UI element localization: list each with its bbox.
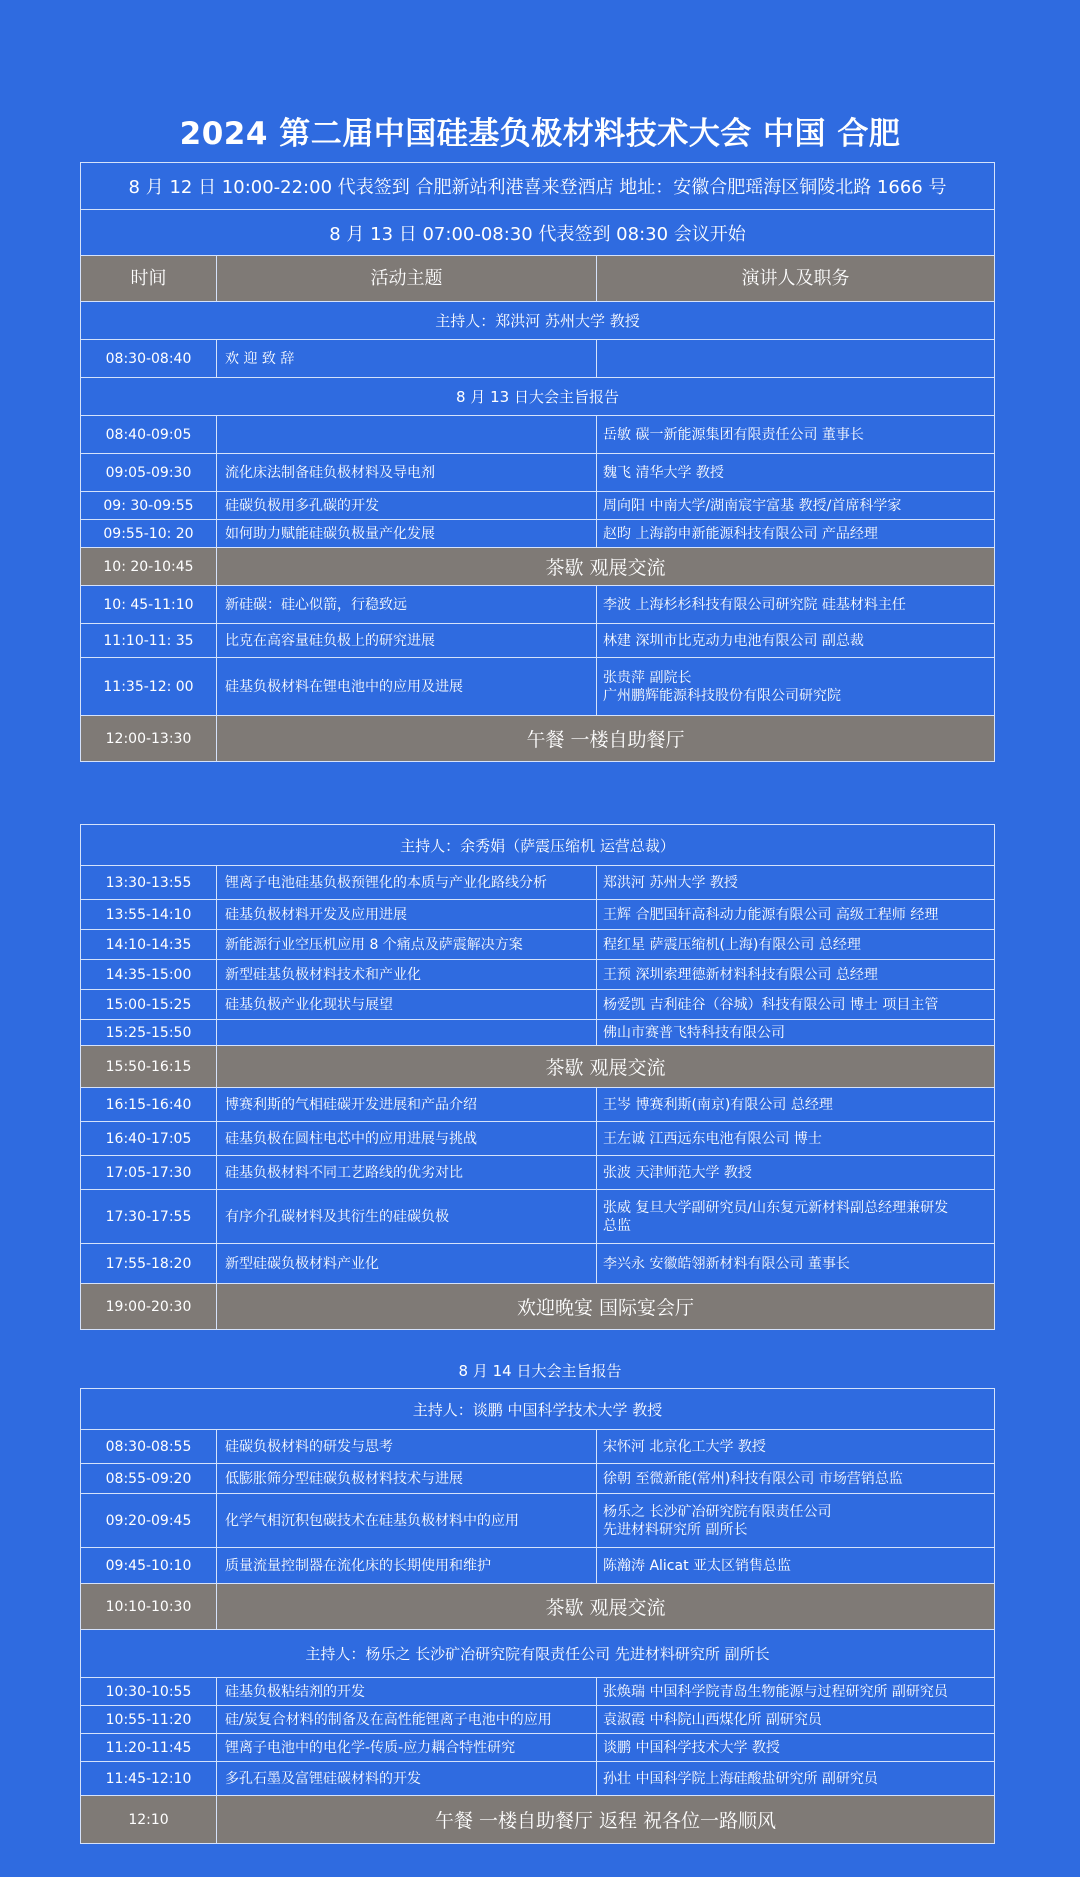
speaker-line: 王岑 博赛利斯(南京)有限公司 总经理 [603,1096,833,1113]
speaker-line: 程红星 萨震压缩机(上海)有限公司 总经理 [603,936,861,953]
topic-cell: 硅基负极在圆柱电芯中的应用进展与挑战 [217,1122,597,1155]
topic-cell: 新型硅碳负极材料产业化 [217,1244,597,1283]
time-cell: 10:30-10:55 [81,1678,217,1705]
host-line: 主持人：杨乐之 长沙矿冶研究院有限责任公司 先进材料研究所 副所长 [305,1645,770,1663]
table-row [81,1121,994,1155]
table-row [81,929,994,959]
time-cell: 16:15-16:40 [81,1088,217,1121]
table-row [81,657,994,715]
time-cell: 11:20-11:45 [81,1734,217,1761]
speaker-line: 王左诚 江西远东电池有限公司 博士 [603,1130,822,1147]
speaker-line: 李兴永 安徽皓翎新材料有限公司 董事长 [603,1255,850,1272]
time-cell: 09: 30-09:55 [81,492,217,519]
speaker-cell [597,1190,994,1243]
table-row [81,623,994,657]
speaker-cell [597,1020,994,1045]
break-label: 茶歇 观展交流 [545,1057,666,1079]
break-label: 茶歇 观展交流 [545,1597,666,1619]
topic-cell: 新型硅基负极材料技术和产业化 [217,960,597,989]
schedule-table-day13-afternoon [80,824,995,1330]
speaker-line: 林建 深圳市比克动力电池有限公司 副总裁 [603,632,864,649]
time-cell: 08:40-09:05 [81,416,217,453]
time-cell: 15:00-15:25 [81,990,217,1019]
speaker-cell [597,1464,994,1493]
time-cell: 09:05-09:30 [81,454,217,491]
topic-cell: 流化床法制备硅负极材料及导电剂 [217,454,597,491]
header-speaker: 演讲人及职务 [741,267,850,289]
table-row [81,415,994,453]
signin-info-aug13: 8 月 13 日 07:00-08:30 代表签到 08:30 会议开始 [329,223,746,245]
speaker-line: 张威 复旦大学副研究员/山东复元新材料副总经理兼研发 [603,1199,949,1216]
table-row [81,1429,994,1463]
page-title: 2024 第二届中国硅基负极材料技术大会 中国 合肥 [179,116,901,152]
table-row [81,1155,994,1189]
speaker-line: 李波 上海杉杉科技有限公司研究院 硅基材料主任 [603,596,906,613]
signin-info-aug12: 8 月 12 日 10:00-22:00 代表签到 合肥新站利港喜来登酒店 地址：安徽合肥瑶海区铜陵北路 1666 号 [128,177,947,198]
speaker-cell [597,1678,994,1705]
time-cell: 17:30-17:55 [81,1190,217,1243]
speaker-line: 孙壮 中国科学院上海硅酸盐研究所 副研究员 [603,1770,878,1787]
time-cell: 11:45-12:10 [81,1762,217,1795]
speaker-line-2: 广州鹏辉能源科技股份有限公司研究院 [603,687,841,704]
speaker-cell [597,866,994,899]
speaker-line: 张波 天津师范大学 教授 [603,1164,752,1181]
time-cell: 11:10-11: 35 [81,624,217,657]
table-row [81,1547,994,1583]
time-cell: 12:00-13:30 [81,716,217,761]
speaker-line: 宋怀河 北京化工大学 教授 [603,1438,766,1455]
topic-cell: 硅碳负极用多孔碳的开发 [217,492,597,519]
speaker-line: 赵昀 上海韵申新能源科技有限公司 产品经理 [603,525,878,542]
table-row [81,1733,994,1761]
time-cell: 14:35-15:00 [81,960,217,989]
topic-cell [217,1020,597,1045]
speaker-cell [597,416,994,453]
speaker-line-2: 总监 [603,1217,631,1234]
table-row [81,453,994,491]
speaker-cell [597,1706,994,1733]
topic-cell: 锂离子电池中的电化学-传质-应力耦合特性研究 [217,1734,597,1761]
speaker-line: 袁淑霞 中科院山西煤化所 副研究员 [603,1711,822,1728]
report-heading: 8 月 13 日大会主旨报告 [456,388,619,406]
time-cell: 13:30-13:55 [81,866,217,899]
topic-cell: 锂离子电池硅基负极预锂化的本质与产业化路线分析 [217,866,597,899]
topic-cell: 硅/炭复合材料的制备及在高性能锂离子电池中的应用 [217,1706,597,1733]
time-cell: 14:10-14:35 [81,930,217,959]
topic-cell [217,416,597,453]
dinner-row [81,1283,994,1329]
speaker-line: 张焕瑞 中国科学院青岛生物能源与过程研究所 副研究员 [603,1683,948,1700]
speaker-line: 杨爱凯 吉利硅谷（谷城）科技有限公司 博士 项目主管 [603,996,939,1013]
topic-cell: 多孔石墨及富锂硅碳材料的开发 [217,1762,597,1795]
time-cell: 08:30-08:55 [81,1430,217,1463]
speaker-cell [597,624,994,657]
schedule-table-day14 [80,1388,995,1844]
topic-cell: 博赛利斯的气相硅碳开发进展和产品介绍 [217,1088,597,1121]
host-line: 主持人：谈鹏 中国科学技术大学 教授 [412,1400,663,1419]
speaker-cell [597,454,994,491]
table-row [81,1243,994,1283]
topic-cell: 新硅碳：硅心似箭，行稳致远 [217,586,597,623]
table-row [81,899,994,929]
table-row [81,1493,994,1547]
time-cell: 10:10-10:30 [81,1584,217,1629]
time-cell: 17:55-18:20 [81,1244,217,1283]
table-row [81,959,994,989]
speaker-line: 徐朝 至微新能(常州)科技有限公司 市场营销总监 [603,1470,903,1487]
speaker-line: 岳敏 碳一新能源集团有限责任公司 董事长 [603,426,864,443]
speaker-cell [597,658,994,715]
topic-cell: 硅基负极材料开发及应用进展 [217,900,597,929]
host-line: 主持人：余秀娟（萨震压缩机 运营总裁） [400,836,675,855]
speaker-line: 陈瀚涛 Alicat 亚太区销售总监 [603,1557,792,1574]
time-cell: 19:00-20:30 [81,1284,217,1329]
lunch-row [81,715,994,761]
topic-cell: 硅基负极材料在锂电池中的应用及进展 [217,658,597,715]
table-row [81,1705,994,1733]
topic-cell: 新能源行业空压机应用 8 个痛点及萨震解决方案 [217,930,597,959]
speaker-cell [597,340,994,377]
table-header [81,255,994,301]
speaker-line: 张贵萍 副院长 [603,669,692,686]
table-row [81,519,994,547]
tea-break-row [81,1045,994,1087]
time-cell: 11:35-12: 00 [81,658,217,715]
time-cell: 10: 45-11:10 [81,586,217,623]
time-cell: 15:50-16:15 [81,1046,217,1087]
closing-row [81,1795,994,1843]
speaker-line: 郑洪河 苏州大学 教授 [603,874,738,891]
speaker-cell [597,930,994,959]
speaker-cell [597,1088,994,1121]
time-cell: 09:20-09:45 [81,1494,217,1547]
time-cell: 09:55-10: 20 [81,520,217,547]
time-cell: 10: 20-10:45 [81,548,217,585]
speaker-line: 王辉 合肥国轩高科动力能源有限公司 高级工程师 经理 [603,906,939,923]
speaker-cell [597,492,994,519]
report-heading: 8 月 14 日大会主旨报告 [458,1362,622,1380]
topic-cell: 低膨胀筛分型硅碳负极材料技术与进展 [217,1464,597,1493]
table-row [81,1189,994,1243]
table-row [81,989,994,1019]
break-label: 茶歇 观展交流 [545,557,666,579]
table-row [81,1087,994,1121]
speaker-line: 魏飞 清华大学 教授 [603,464,724,481]
table-row [81,339,994,377]
speaker-cell [597,1548,994,1583]
speaker-line: 佛山市赛普飞特科技有限公司 [603,1024,785,1041]
table-row [81,865,994,899]
topic-cell: 硅基负极粘结剂的开发 [217,1678,597,1705]
time-cell: 09:45-10:10 [81,1548,217,1583]
speaker-cell [597,960,994,989]
speaker-line: 谈鹏 中国科学技术大学 教授 [603,1739,780,1756]
time-cell: 10:55-11:20 [81,1706,217,1733]
tea-break-row [81,1583,994,1629]
speaker-cell [597,586,994,623]
speaker-cell [597,1430,994,1463]
speaker-cell [597,1244,994,1283]
table-row [81,585,994,623]
topic-cell: 如何助力赋能硅碳负极量产化发展 [217,520,597,547]
speaker-line: 杨乐之 长沙矿冶研究院有限责任公司 [603,1503,832,1520]
topic-cell: 化学气相沉积包碳技术在硅基负极材料中的应用 [217,1494,597,1547]
time-cell: 08:55-09:20 [81,1464,217,1493]
topic-cell: 有序介孔碳材料及其衍生的硅碳负极 [217,1190,597,1243]
speaker-line: 王预 深圳索理德新材料科技有限公司 总经理 [603,966,878,983]
speaker-line: 周向阳 中南大学/湖南宸宇富基 教授/首席科学家 [603,497,902,514]
table-row [81,491,994,519]
topic-cell: 比克在高容量硅负极上的研究进展 [217,624,597,657]
break-label: 午餐 一楼自助餐厅 返程 祝各位一路顺风 [434,1810,777,1832]
topic-cell: 硅碳负极材料的研发与思考 [217,1430,597,1463]
time-cell: 12:10 [81,1796,217,1843]
header-time: 时间 [81,256,217,301]
topic-cell: 硅基负极材料不同工艺路线的优劣对比 [217,1156,597,1189]
speaker-cell [597,990,994,1019]
topic-cell: 质量流量控制器在流化床的长期使用和维护 [217,1548,597,1583]
time-cell: 08:30-08:40 [81,340,217,377]
table-row [81,1677,994,1705]
break-label: 欢迎晚宴 国际宴会厅 [516,1297,695,1319]
header-topic: 活动主题 [217,256,597,301]
table-row [81,1761,994,1795]
speaker-cell [597,1762,994,1795]
speaker-cell [597,1494,994,1547]
topic-cell: 欢 迎 致 辞 [217,340,597,377]
speaker-line-2: 先进材料研究所 副所长 [603,1521,748,1538]
speaker-cell [597,900,994,929]
time-cell: 17:05-17:30 [81,1156,217,1189]
table-row [81,1019,994,1045]
speaker-cell [597,520,994,547]
schedule-table-day13-morning [80,162,995,762]
time-cell: 13:55-14:10 [81,900,217,929]
table-row [81,1463,994,1493]
host-line: 主持人：郑洪河 苏州大学 教授 [435,312,640,330]
time-cell: 15:25-15:50 [81,1020,217,1045]
speaker-cell [597,1734,994,1761]
time-cell: 16:40-17:05 [81,1122,217,1155]
break-label: 午餐 一楼自助餐厅 [526,729,685,751]
speaker-cell [597,1156,994,1189]
speaker-cell [597,1122,994,1155]
topic-cell: 硅基负极产业化现状与展望 [217,990,597,1019]
tea-break-row [81,547,994,585]
